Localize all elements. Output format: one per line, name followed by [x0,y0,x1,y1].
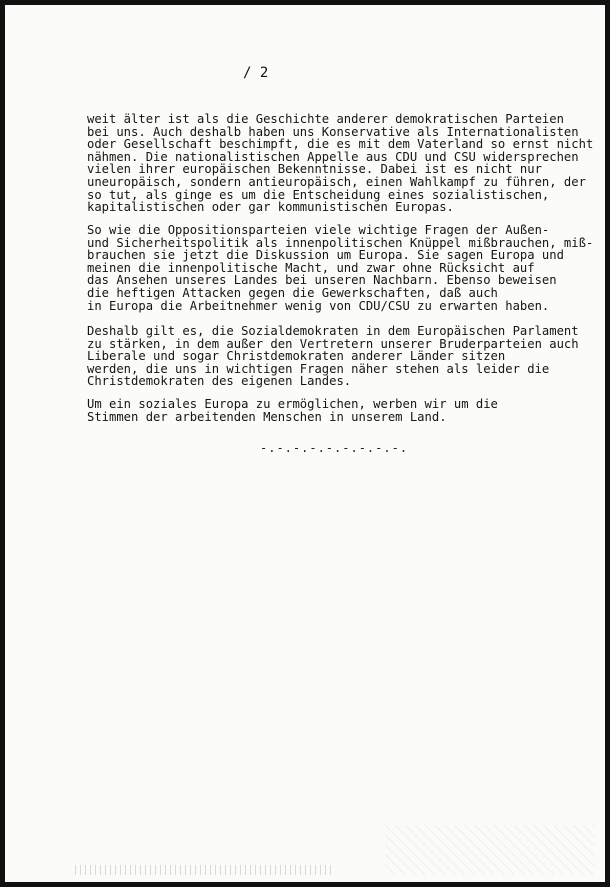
text-line: zu stärken, in dem außer den Vertretern unserer Bruderparteien auch [87,336,579,351]
text-line: nähmen. Die nationalistischen Appelle aus CDU und CSU widersprechen [87,149,579,164]
paragraph-4 [87,398,605,423]
text-line: vielen ihrer europäischen Bekenntnisse. Dabei ist es nicht nur [87,162,542,177]
text-line: uneuropäisch, sondern antieuropäisch, einen Wahlkampf zu führen, der [87,174,586,189]
text-line: oder Gesellschaft beschimpft, die es mit dem Vaterland so ernst nicht [87,137,594,152]
text-line: kapitalistischen oder gar kommunistischen Europas. [87,200,454,215]
scan-artifact [385,825,595,875]
text-line: die heftigen Attacken gegen die Gewerkschaften, daß auch [87,285,498,300]
text-line: Um ein soziales Europa zu ermöglichen, werben wir um die [87,397,498,411]
text-line: Deshalb gilt es, die Sozialdemokraten in dem Europäischen Parlament [87,324,579,338]
text-line: weit älter ist als die Geschichte anderer demokratischen Parteien [87,112,564,126]
text-line: Liberale und sogar Christdemokraten anderer Länder sitzen [87,349,506,364]
text-line: Stimmen der arbeitenden Menschen in unserem Land. [87,409,447,424]
paragraph-3 [87,325,605,388]
text-line: werden, die uns in wichtigen Fragen näher stehen als leider die [87,361,550,376]
text-line: So wie die Oppositionsparteien viele wichtige Fragen der Außen- [87,223,550,237]
paragraph-1 [87,113,605,214]
end-separator: -.-.-.-.-.-.-.-.-. [260,441,409,455]
scan-artifact [75,865,335,875]
text-line: brauchen sie jetzt die Diskussion um Europa. Sie sagen Europa und [87,248,564,263]
text-line: Christdemokraten des eigenen Landes. [87,374,352,389]
text-line: bei uns. Auch deshalb haben uns Konservative als Internationalisten [87,124,579,139]
paragraph-2 [87,224,605,312]
text-line: das Ansehen unseres Landes bei unseren Nachbarn. Ebenso beweisen [87,273,557,288]
text-line: meinen die innenpolitische Macht, und zwar ohne Rücksicht auf [87,260,535,275]
text-line: in Europa die Arbeitnehmer wenig von CDU/CSU zu erwarten haben. [87,298,550,313]
page-number: / 2 [243,65,269,81]
text-line: und Sicherheitspolitik als innenpolitischen Knüppel mißbrauchen, miß- [87,235,594,250]
text-line: so tut, als ginge es um die Entscheidung eines sozialistischen, [87,187,550,202]
